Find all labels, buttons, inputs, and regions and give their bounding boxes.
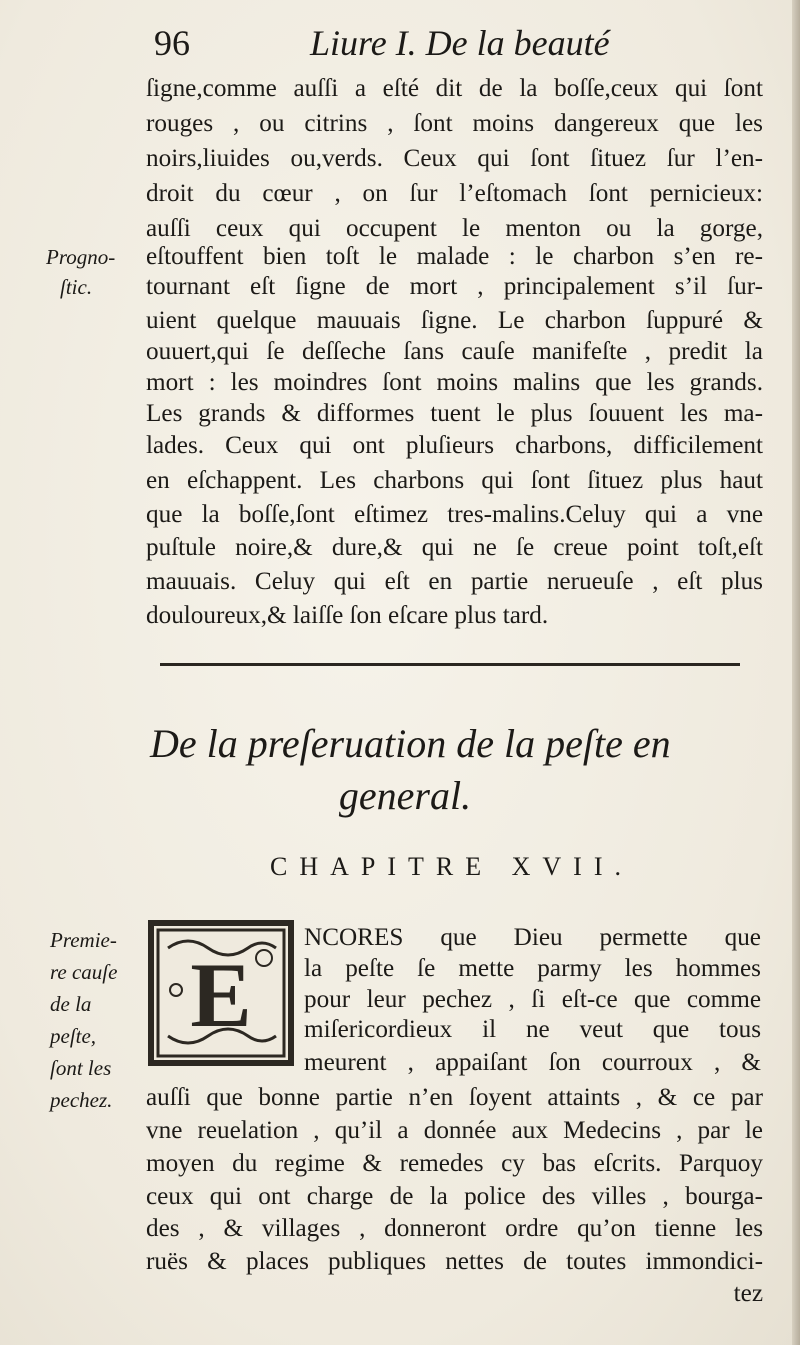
text-line: mort : les moindres ſont moins malins que les grands. — [146, 369, 763, 396]
text-line: noirs,liuides ou,verds. Ceux qui ſont ſituez ſur l’en- — [146, 145, 763, 172]
margin-note: pechez. — [50, 1088, 113, 1112]
text-line: vne reuelation , qu’il a donnée aux Medecins , par le — [146, 1117, 763, 1144]
margin-note: de la — [50, 992, 92, 1016]
margin-note: ſont les — [50, 1056, 112, 1080]
text-line: NCORES que Dieu permette que — [304, 924, 761, 951]
svg-text:E: E — [190, 944, 252, 1046]
decorated-initial-e — [146, 918, 296, 1068]
margin-note: re cauſe — [50, 960, 118, 984]
text-line: des , & villages , donneront ordre qu’on tienne les — [146, 1215, 763, 1242]
text-line: uient quelque mauuais ſigne. Le charbon ſuppuré & — [146, 307, 763, 334]
text-line: en eſchappent. Les charbons qui ſont ſituez plus haut — [146, 467, 763, 494]
running-head — [150, 20, 710, 76]
chapter-title-line: De la preſeruation de la peſte en — [150, 721, 671, 766]
page-edge — [792, 0, 800, 1345]
section-rule — [160, 663, 740, 666]
page-number: 96 — [154, 23, 190, 63]
text-line: auſſi ceux qui occupent le menton ou la gorge, — [146, 215, 763, 242]
text-line: miſericordieux il ne veut que tous — [304, 1016, 761, 1043]
text-line: auſſi que bonne partie n’en ſoyent attaints , & ce par — [146, 1084, 763, 1111]
chapter-number: CHAPITRE XVII. — [270, 852, 633, 881]
text-line: lades. Ceux qui ont pluſieurs charbons, difficilement — [146, 432, 763, 459]
text-line: mauuais. Celuy qui eſt en partie nerueuſe , eſt plus — [146, 568, 763, 595]
catchword: tez — [733, 1280, 763, 1307]
text-line: eſtouffent bien toſt le malade : le charbon s’en re- — [146, 243, 763, 270]
text-line: pour leur pechez , ſi eſt-ce que comme — [304, 986, 761, 1013]
text-line: droit du cœur , on ſur l’eſtomach ſont pernicieux: — [146, 180, 763, 207]
text-line: meurent , appaiſant ſon courroux , & — [304, 1049, 761, 1076]
text-line: que la boſſe,ſont eſtimez tres-malins.Celuy qui a vne — [146, 501, 763, 528]
text-line: Les grands & difformes tuent le plus ſouuent les ma- — [146, 400, 763, 427]
margin-note: Progno- — [46, 245, 116, 269]
chapter-title-line: general. — [338, 773, 472, 818]
running-title: Liure I. De la beauté — [310, 23, 610, 63]
text-line: douloureux,& laiſſe ſon eſcare plus tard. — [146, 602, 549, 629]
text-line: la peſte ſe mette parmy les hommes — [304, 955, 761, 982]
text-line: puſtule noire,& dure,& qui ne ſe creue point toſt,eſt — [146, 534, 763, 561]
text-line: ſigne,comme auſſi a eſté dit de la boſſe,ceux qui ſont — [146, 75, 763, 102]
text-line: ouuert,qui ſe deſſeche ſans cauſe manifeſte , predit la — [146, 338, 763, 365]
margin-note: ſtic. — [60, 275, 93, 299]
text-line: tournant eſt ſigne de mort , principalement s’il ſur- — [146, 273, 763, 300]
text-line: ruës & places publiques nettes de toutes immondici- — [146, 1248, 763, 1275]
margin-note: peſte, — [50, 1024, 97, 1048]
text-line: rouges , ou citrins , ſont moins dangereux que les — [146, 110, 763, 137]
margin-note: Premie- — [50, 928, 117, 952]
text-line: ceux qui ont charge de la police des villes , bourga- — [146, 1183, 763, 1210]
text-line: moyen du regime & remedes cy bas eſcrits. Parquoy — [146, 1150, 763, 1177]
